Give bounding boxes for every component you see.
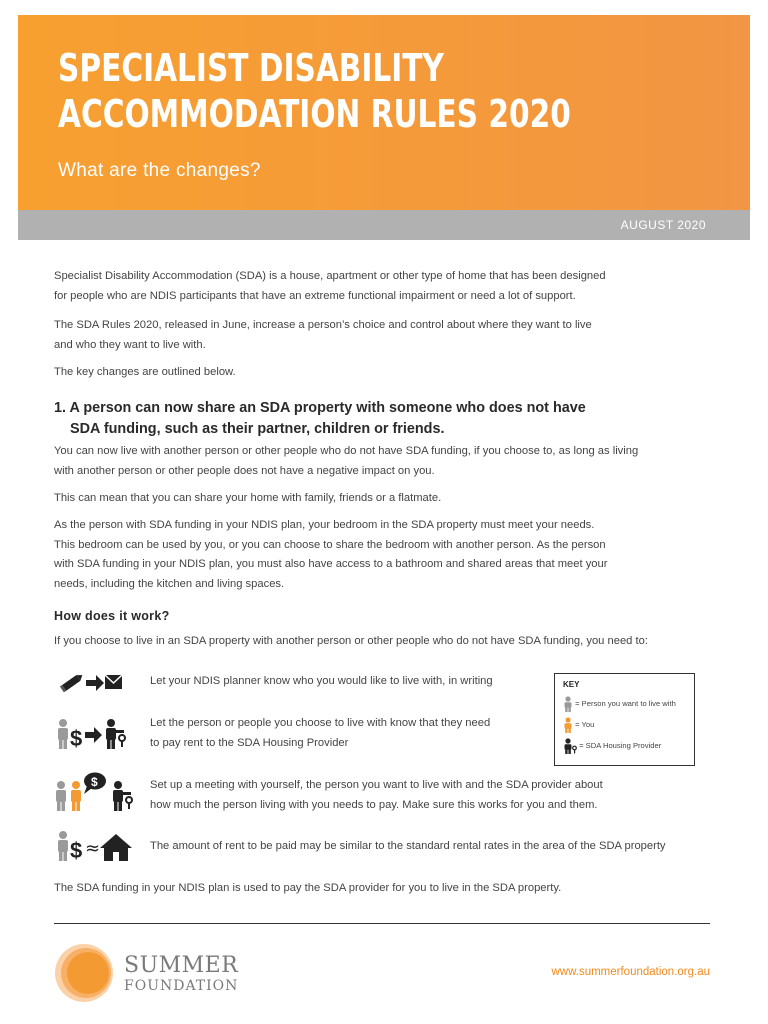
website-link[interactable]: www.summerfoundation.org.au	[551, 966, 710, 978]
step-1-text: Let your NDIS planner know who you would like to live with, in writing	[150, 675, 493, 687]
svg-text:$: $	[70, 838, 83, 862]
orange-person-icon	[563, 717, 573, 733]
section-heading: 1. A person can now share an SDA property with someone who does not have SDA funding, such as their partner, children or friends.	[54, 400, 586, 437]
key-item-you: = You	[563, 717, 594, 733]
svg-text:≈: ≈	[85, 838, 101, 859]
page-title: SPECIALIST DISABILITY ACCOMMODATION RULES 2020	[58, 46, 571, 136]
intro-paragraph-2: The SDA Rules 2020, released in June, increase a person’s choice and control about where they want to live and who they want to live with.	[54, 319, 592, 351]
page-subtitle: What are the changes?	[58, 160, 261, 181]
step-3-text: Set up a meeting with yourself, the person you want to live with and the SDA provider about how much the person living with you needs to pay. Make sure this works for you and them.	[150, 779, 603, 811]
intro-paragraph-1: Specialist Disability Accommodation (SDA) is a house, apartment or other type of home that has been designed for people who are NDIS participants that have an extreme functional impairment or need a lot of support.	[54, 270, 606, 302]
svg-text:$: $	[91, 775, 98, 789]
step-4-text: The amount of rent to be paid may be similar to the standard rental rates in the area of the SDA property	[150, 840, 666, 852]
footer-divider	[54, 923, 710, 924]
provider-icon	[563, 738, 577, 754]
intro-paragraph-3: The key changes are outlined below.	[54, 366, 236, 378]
publication-date: AUGUST 2020	[620, 218, 706, 232]
person-dollar-arrow-provider-icon	[56, 718, 130, 750]
logo-wordmark-bottom: FOUNDATION	[124, 978, 239, 994]
key-item-person: = Person you want to live with	[563, 696, 676, 712]
pencil-arrow-envelope-icon	[60, 670, 122, 696]
section-paragraph-1: You can now live with another person or other people who do not have SDA funding, if you choose to, as long as living with another person or other people does not have a negative impact on you.	[54, 445, 639, 477]
key-item-provider: = SDA Housing Provider	[563, 738, 661, 754]
logo-wordmark-top: SUMMER	[124, 953, 239, 978]
closing-paragraph: The SDA funding in your NDIS plan is used to pay the SDA provider for you to live in the SDA property.	[54, 882, 562, 894]
grey-person-icon	[563, 696, 573, 712]
section-paragraph-3: As the person with SDA funding in your NDIS plan, your bedroom in the SDA property must meet your needs. This bedroom can be used by you, or you can choose to share the bedroom with another person. As the person with SDA funding in your NDIS plan, you must also have access to a bathroom and shared areas that meet your needs, including the kitchen and living spaces.	[54, 519, 608, 590]
person-dollar-approx-house-icon	[56, 830, 132, 862]
date-band	[18, 210, 750, 240]
how-intro: If you choose to live in an SDA property with another person or other people who do not have SDA funding, you need to:	[54, 635, 648, 647]
step-2-text: Let the person or people you choose to live with know that they need to pay rent to the SDA Housing Provider	[150, 717, 491, 749]
summer-foundation-logo-icon	[54, 943, 114, 1003]
meeting-icon	[54, 772, 134, 812]
key-title: KEY	[563, 680, 580, 689]
section-paragraph-2: This can mean that you can share your home with family, friends or a flatmate.	[54, 492, 442, 504]
header-banner	[18, 15, 750, 210]
how-it-works-heading: How does it work?	[54, 609, 170, 623]
icon-key-box	[554, 673, 695, 766]
svg-text:$: $	[70, 726, 83, 750]
